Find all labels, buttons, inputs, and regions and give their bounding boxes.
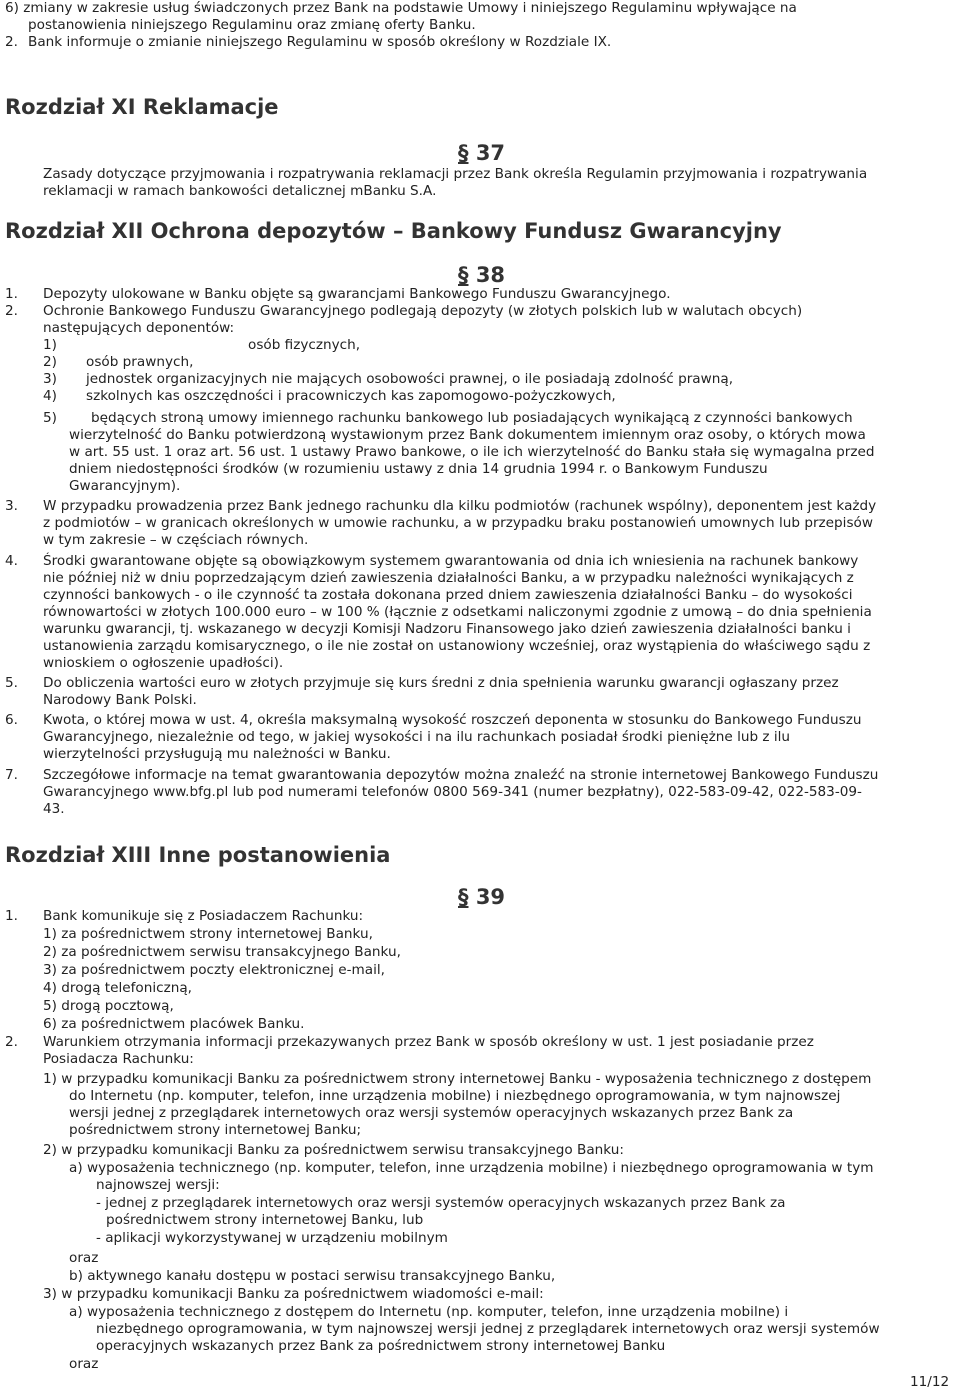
section-symbol: § <box>458 263 469 287</box>
text-line: wierzytelność do Banku potwierdzoną wystawionym przez Bank dokumentem imiennym oraz osoby, o których mowa <box>69 427 866 443</box>
list-number: 6. <box>5 712 18 728</box>
text-line: następujących deponentów: <box>43 320 235 336</box>
list-number: 3. <box>5 498 18 514</box>
chapter-heading: Rozdział XI Reklamacje <box>5 95 279 119</box>
text-line: 6) za pośrednictwem placówek Banku. <box>43 1016 305 1032</box>
section-number <box>458 140 505 166</box>
section-number-value: 37 <box>475 141 506 165</box>
list-number: 2. <box>5 303 18 319</box>
text-line: Zasady dotyczące przyjmowania i rozpatrywania reklamacji przez Bank określa Regulamin przyjmowania i rozpatrywania <box>43 166 868 182</box>
text-line: Gwarancyjnego www.bfg.pl lub pod numerami telefonów 0800 569-341 (numer bezpłatny), 022-583-09-42, 022-583-09- <box>43 784 862 800</box>
text-line: 43. <box>43 801 65 817</box>
list-number: 1) <box>43 337 57 353</box>
list-number: 7. <box>5 767 18 783</box>
list-number: 2) <box>43 354 57 370</box>
text-line: 3) w przypadku komunikacji Banku za pośrednictwem wiadomości e-mail: <box>43 1286 544 1302</box>
text-line: a) wyposażenia technicznego z dostępem do Internetu (np. komputer, telefon, inne urządzenia mobilne) i <box>69 1304 789 1320</box>
text-line: czynności bankowych - o ile czynność ta została dokonana przed dniem zawieszenia działalności Banku – do wysokości <box>43 587 853 603</box>
text-line: wersji jednej z przeglądarek internetowych oraz wersji systemów operacyjnych wskazanych przez Bank za <box>69 1105 794 1121</box>
text-line: 2) w przypadku komunikacji Banku za pośrednictwem serwisu transakcyjnego Banku: <box>43 1142 624 1158</box>
text-line: pośrednictwem strony internetowej Banku; <box>69 1122 362 1138</box>
text-line: Warunkiem otrzymania informacji przekazywanych przez Bank w sposób określony w ust. 1 jest posiadanie przez <box>43 1034 814 1050</box>
text-line: oraz <box>69 1356 99 1372</box>
text-line: W przypadku prowadzenia przez Bank jednego rachunku dla kilku podmiotów (rachunek wspólny), deponentem jest każdy <box>43 498 877 514</box>
text-line: a) wyposażenia technicznego (np. komputer, telefon, inne urządzenia mobilne) i niezbędnego oprogramowania w tym <box>69 1160 874 1176</box>
text-line: równowartości w złotych 100.000 euro – w 100 % (łącznie z odsetkami naliczonymi zgodnie z umową – do dnia spełnienia <box>43 604 872 620</box>
section-number-value: 39 <box>475 885 506 909</box>
list-number: 1. <box>5 908 18 924</box>
text-line: Posiadacza Rachunku: <box>43 1051 194 1067</box>
text-line: Narodowy Bank Polski. <box>43 692 197 708</box>
text-line: 6) zmiany w zakresie usług świadczonych przez Bank na podstawie Umowy i niniejszego Regulaminu wpływające na <box>5 0 797 16</box>
text-line: b) aktywnego kanału dostępu w postaci serwisu transakcyjnego Banku, <box>69 1268 556 1284</box>
text-line: w tym zakresie – w częściach równych. <box>43 532 309 548</box>
list-number: 4) <box>43 388 57 404</box>
text-line: jednostek organizacyjnych nie mających osobowości prawnej, o ile posiadają zdolność prawną, <box>86 371 734 387</box>
list-number: 5. <box>5 675 18 691</box>
text-line: postanowienia niniejszego Regulaminu oraz zmianę oferty Banku. <box>28 17 476 33</box>
section-symbol: § <box>458 141 469 165</box>
text-line: Ochronie Bankowego Funduszu Gwarancyjnego podlegają depozyty (w złotych polskich lub w walutach obcych) <box>43 303 803 319</box>
text-line: 3) za pośrednictwem poczty elektronicznej e-mail, <box>43 962 385 978</box>
text-line: dniem niedostępności środków (w rozumieniu ustawy z dnia 14 grudnia 1994 r. o Bankowym Funduszu <box>69 461 768 477</box>
list-number: 4. <box>5 553 18 569</box>
text-line: pośrednictwem strony internetowej Banku, lub <box>106 1212 424 1228</box>
text-line: Gwarancyjnego, niezależnie od tego, w jakiej wysokości i na ilu rachunkach posiadał środki pieniężne lub z ilu <box>43 729 791 745</box>
text-line: szkolnych kas oszczędności i pracowniczych kas zapomogowo-pożyczkowych, <box>86 388 616 404</box>
chapter-heading: Rozdział XII Ochrona depozytów – Bankowy Fundusz Gwarancyjny <box>5 219 782 243</box>
text-line: - jednej z przeglądarek internetowych oraz wersji systemów operacyjnych wskazanych przez Bank za <box>96 1195 786 1211</box>
text-line: nie później niż w dniu poprzedzającym dzień zawieszenia działalności Banku, a w przypadku należności wynikających z <box>43 570 854 586</box>
list-number: 2. <box>5 1034 18 1050</box>
section-number-value: 38 <box>475 263 506 287</box>
text-line: Bank informuje o zmianie niniejszego Regulaminu w sposób określony w Rozdziale IX. <box>28 34 612 50</box>
text-line: wnioskiem o ogłoszenie upadłości). <box>43 655 284 671</box>
section-number <box>458 262 505 288</box>
text-line: w art. 55 ust. 1 oraz art. 56 ust. 1 ustawy Prawo bankowe, o ile ich wierzytelność do Banku stała się wymagalna przed <box>69 444 875 460</box>
text-line: oraz <box>69 1250 99 1266</box>
list-number: 3) <box>43 371 57 387</box>
text-line: 5) drogą pocztową, <box>43 998 174 1014</box>
text-line: 1) za pośrednictwem strony internetowej Banku, <box>43 926 373 942</box>
text-line: niezbędnego oprogramowania, w tym najnowszej wersji jednej z przeglądarek internetowych oraz wersji systemów <box>96 1321 880 1337</box>
text-line: 4) drogą telefoniczną, <box>43 980 192 996</box>
section-symbol: § <box>458 885 469 909</box>
text-line: z podmiotów – w granicach określonych w umowie rachunku, a w przypadku braku postanowień umownych lub przepisów <box>43 515 873 531</box>
list-number: 2. <box>5 34 18 50</box>
text-line: do Internetu (np. komputer, telefon, inne urządzenia mobilne) i niezbędnego oprogramowania, w tym najnowszej <box>69 1088 841 1104</box>
section-number <box>458 884 505 910</box>
text-line: Do obliczenia wartości euro w złotych przyjmuje się kurs średni z dnia spełnienia warunku gwarancji ogłaszany przez <box>43 675 839 691</box>
text-line: najnowszej wersji: <box>96 1177 220 1193</box>
text-line: operacyjnych wskazanych przez Bank za pośrednictwem strony internetowej Banku <box>96 1338 666 1354</box>
text-line: osób fizycznych, <box>248 337 361 353</box>
text-line: reklamacji w ramach bankowości detalicznej mBanku S.A. <box>43 183 437 199</box>
page-number: 11/12 <box>910 1374 950 1390</box>
text-line: Depozyty ulokowane w Banku objęte są gwarancjami Bankowego Funduszu Gwarancyjnego. <box>43 286 671 302</box>
text-line: wierzytelności przysługują mu należności w Banku. <box>43 746 391 762</box>
list-number: 5) <box>43 410 57 426</box>
text-line: Szczegółowe informacje na temat gwarantowania depozytów można znaleźć na stronie internetowej Bankowego Funduszu <box>43 767 879 783</box>
text-line: Środki gwarantowane objęte są obowiązkowym systemem gwarantowania od dnia ich wniesienia na rachunek bankowy <box>43 553 859 569</box>
list-number: 1. <box>5 286 18 302</box>
text-line: Bank komunikuje się z Posiadaczem Rachunku: <box>43 908 364 924</box>
chapter-heading: Rozdział XIII Inne postanowienia <box>5 843 391 867</box>
text-line: Kwota, o której mowa w ust. 4, określa maksymalną wysokość roszczeń deponenta w stosunku do Bankowego Funduszu <box>43 712 862 728</box>
text-line: osób prawnych, <box>86 354 194 370</box>
text-line: - aplikacji wykorzystywanej w urządzeniu mobilnym <box>96 1230 448 1246</box>
text-line: 2) za pośrednictwem serwisu transakcyjnego Banku, <box>43 944 401 960</box>
text-line: ustanowienia zarządu komisarycznego, o ile nie został on ustanowiony wcześniej, oraz wystąpienia do właściwego sądu z <box>43 638 871 654</box>
text-line: warunku gwarancji, tj. wskazanego w decyzji Komisji Nadzoru Finansowego jako dzień zawieszenia działalności banku i <box>43 621 851 637</box>
text-line: Gwarancyjnym). <box>69 478 181 494</box>
text-line: 1) w przypadku komunikacji Banku za pośrednictwem strony internetowej Banku - wyposażenia technicznego z dostępem <box>43 1071 872 1087</box>
text-line: będących stroną umowy imiennego rachunku bankowego lub posiadających wynikającą z czynności bankowych <box>91 410 853 426</box>
